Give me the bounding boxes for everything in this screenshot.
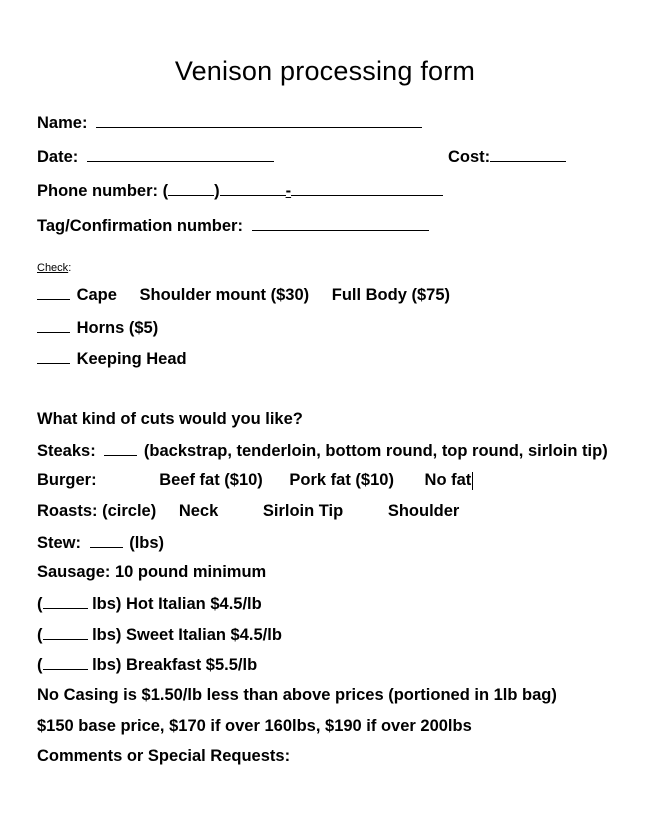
- comments-row: Comments or Special Requests:: [37, 747, 291, 765]
- cost-blank[interactable]: [490, 146, 566, 162]
- cost-label: Cost:: [448, 148, 491, 166]
- stew-unit: (lbs): [129, 534, 165, 552]
- no-fat-option: No fat: [424, 471, 472, 489]
- keeping-head-check-blank[interactable]: [37, 348, 70, 364]
- phone-area-blank[interactable]: [168, 180, 214, 196]
- roasts-label: Roasts: (circle): [37, 502, 157, 520]
- phone-close: ): [214, 182, 220, 200]
- shoulder-option: Shoulder: [387, 502, 460, 520]
- stew-label: Stew:: [37, 534, 82, 552]
- roasts-row: [37, 501, 459, 521]
- hot-italian-row: [37, 593, 262, 614]
- form-title: Venison processing form: [174, 56, 476, 86]
- hot-italian-paren: (: [37, 595, 43, 613]
- sirloin-tip-option: Sirloin Tip: [262, 502, 344, 520]
- tag-label: Tag/Confirmation number:: [37, 217, 243, 235]
- steaks-blank[interactable]: [104, 440, 137, 456]
- phone-dash: -: [285, 182, 292, 200]
- phone-prefix-blank[interactable]: [220, 180, 286, 196]
- cape-option: Cape: [76, 286, 117, 304]
- check-colon: :: [68, 262, 72, 274]
- cost-row: [448, 146, 566, 167]
- phone-line-blank[interactable]: [291, 180, 443, 196]
- cuts-question: What kind of cuts would you like?: [37, 410, 303, 428]
- breakfast-blank[interactable]: [43, 654, 88, 670]
- check-heading: [37, 262, 71, 274]
- base-price-row: $150 base price, $170 if over 160lbs, $190 if over 200lbs: [37, 717, 472, 735]
- phone-row: [37, 180, 443, 201]
- sweet-italian-paren: (: [37, 626, 43, 644]
- sweet-italian-row: [37, 624, 282, 645]
- sweet-italian-blank[interactable]: [43, 624, 88, 640]
- cape-row: [37, 284, 450, 305]
- phone-label: Phone number: (: [37, 182, 169, 200]
- burger-row: [37, 470, 473, 490]
- neck-option: Neck: [178, 502, 219, 520]
- date-label: Date:: [37, 148, 79, 166]
- horns-option: Horns ($5): [76, 319, 159, 337]
- name-label: Name:: [37, 114, 88, 132]
- sausage-row: Sausage: 10 pound minimum: [37, 563, 267, 581]
- text-cursor: [472, 472, 473, 490]
- steaks-detail: (backstrap, tenderloin, bottom round, top round, sirloin tip): [143, 442, 608, 460]
- no-casing-row: No Casing is $1.50/lb less than above prices (portioned in 1lb bag): [37, 686, 557, 704]
- horns-row: [37, 317, 158, 338]
- pork-fat-option: Pork fat ($10): [289, 471, 394, 489]
- tag-blank[interactable]: [252, 215, 429, 231]
- full-body-option: Full Body ($75): [331, 286, 450, 304]
- keeping-head-option: Keeping Head: [76, 350, 187, 368]
- check-label: Check: [37, 262, 69, 274]
- beef-fat-option: Beef fat ($10): [159, 471, 263, 489]
- breakfast-row: [37, 654, 257, 675]
- name-row: [37, 112, 422, 133]
- breakfast-paren: (: [37, 656, 43, 674]
- stew-blank[interactable]: [90, 532, 123, 548]
- steaks-label: Steaks:: [37, 442, 96, 460]
- burger-label: Burger:: [37, 471, 97, 489]
- stew-row: [37, 532, 164, 553]
- sweet-italian-label: lbs) Sweet Italian $4.5/lb: [92, 626, 282, 644]
- name-blank[interactable]: [96, 112, 422, 128]
- shoulder-mount-option: Shoulder mount ($30): [139, 286, 310, 304]
- keeping-head-row: [37, 348, 187, 369]
- date-row: [37, 146, 274, 167]
- tag-row: [37, 215, 429, 236]
- horns-check-blank[interactable]: [37, 317, 70, 333]
- breakfast-label: lbs) Breakfast $5.5/lb: [92, 656, 258, 674]
- date-blank[interactable]: [87, 146, 274, 162]
- cape-check-blank[interactable]: [37, 284, 70, 300]
- hot-italian-label: lbs) Hot Italian $4.5/lb: [92, 595, 262, 613]
- hot-italian-blank[interactable]: [43, 593, 88, 609]
- steaks-row: [37, 440, 608, 461]
